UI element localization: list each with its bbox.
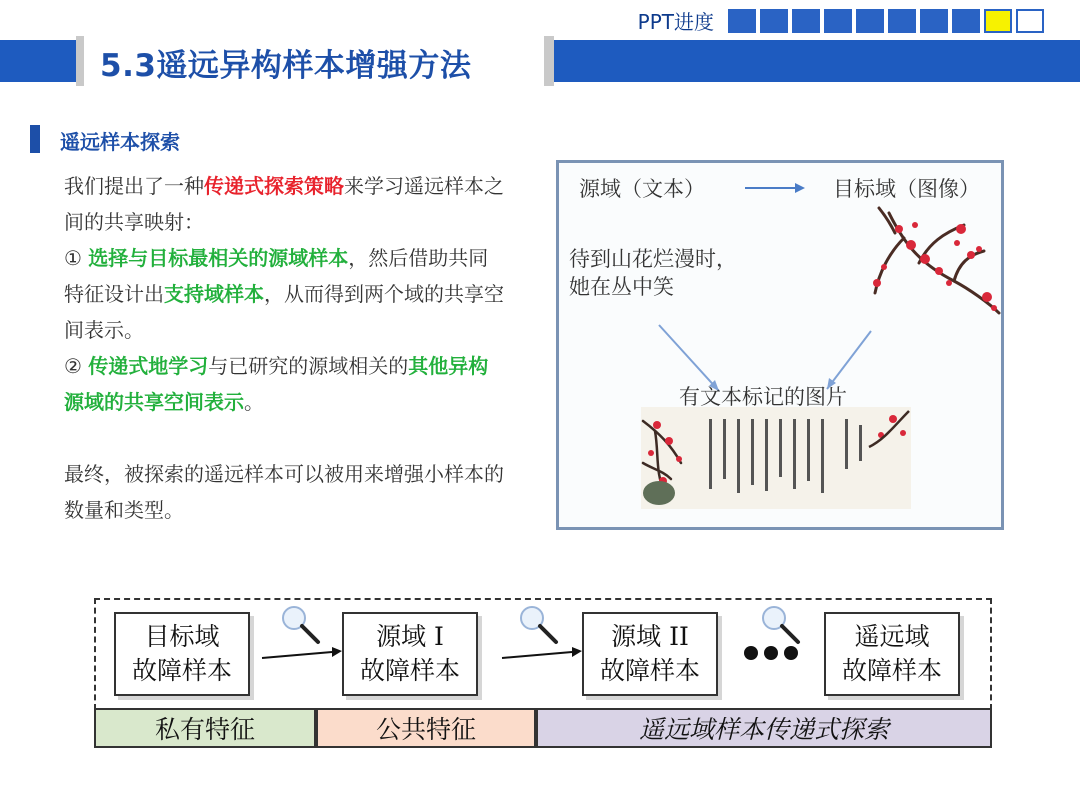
progress-cells — [728, 9, 1044, 33]
text: ，然后借助共同特征设计出 — [64, 246, 489, 306]
figure-graphics — [559, 163, 1004, 530]
node-target-domain — [114, 612, 250, 696]
arrow-head — [332, 647, 342, 657]
text: 我们提出了一种 — [64, 174, 204, 198]
magnifier-icon — [521, 607, 556, 642]
progress-cell — [1016, 9, 1044, 33]
text: 来学习遥远样本之间的共享映射： — [64, 174, 504, 234]
progress-cell — [888, 9, 916, 33]
magnifier-icon — [283, 607, 318, 642]
text: 与已研究的源域相关的 — [208, 354, 409, 378]
target-domain-label: 目标域（图像） — [833, 177, 980, 201]
progress-cell — [728, 9, 756, 33]
node-line: 目标域 — [144, 622, 220, 651]
paragraph-1 — [64, 168, 504, 240]
progress-cell — [824, 9, 852, 33]
band-private-features: 私有特征 — [94, 708, 316, 748]
list-number: ② — [64, 354, 89, 378]
plum-blossom-icon — [875, 208, 999, 313]
figure-panel — [556, 160, 1004, 530]
list-number: ① — [64, 246, 89, 270]
progress-cell-current — [984, 9, 1012, 33]
arrow-head — [795, 183, 805, 193]
transfer-diagram — [94, 594, 992, 750]
node-source-domain-2 — [582, 612, 718, 696]
highlight-green: 支持域样本 — [164, 282, 264, 306]
poem-line-1: 待到山花烂漫时， — [569, 247, 737, 271]
magnifier-icon — [763, 607, 798, 642]
ellipsis-dots — [744, 646, 798, 660]
node-source-domain-1 — [342, 612, 478, 696]
figure-caption: 有文本标记的图片 — [679, 385, 847, 409]
paragraph-2 — [64, 240, 504, 348]
node-line: 故障样本 — [359, 656, 460, 685]
progress-cell — [856, 9, 884, 33]
node-line: 遥远域 — [854, 622, 930, 651]
page-title: 5.3遥远异构样本增强方法 — [100, 48, 472, 84]
highlight-red: 传递式探索策略 — [204, 174, 344, 198]
highlight-green: 选择与目标最相关的源域样本 — [88, 246, 349, 270]
text: ，从而得到两个域的共享空间表示。 — [64, 282, 504, 342]
body-text — [64, 168, 504, 528]
progress-label: PPT进度 — [637, 10, 714, 34]
progress-cell — [952, 9, 980, 33]
progress-cell — [760, 9, 788, 33]
arrow-head — [572, 647, 582, 657]
progress-cell — [792, 9, 820, 33]
progress-cell — [920, 9, 948, 33]
node-line: 源域 I — [376, 622, 444, 651]
band-public-features: 公共特征 — [316, 708, 536, 748]
spacer — [64, 420, 504, 456]
poem-text — [569, 245, 737, 301]
source-domain-label: 源域（文本） — [579, 177, 705, 201]
band-remote-exploration: 遥远域样本传递式探索 — [536, 708, 992, 748]
section-marker — [30, 125, 40, 153]
node-line: 故障样本 — [131, 656, 232, 685]
node-line: 故障样本 — [599, 656, 700, 685]
node-line: 源域 II — [611, 622, 689, 651]
node-remote-domain — [824, 612, 960, 696]
paragraph-3 — [64, 348, 504, 420]
progress-indicator — [638, 6, 1044, 35]
section-title: 遥远样本探索 — [60, 130, 180, 154]
text: 。 — [244, 390, 264, 414]
poem-line-2: 她在丛中笑 — [569, 275, 674, 299]
node-line: 故障样本 — [841, 656, 942, 685]
highlight-green: 传递式地学习 — [88, 354, 209, 378]
highlight-green: 其他异构源域的共享空间表示 — [64, 354, 489, 414]
paragraph-4: 最终，被探索的遥远样本可以被用来增强小样本的数量和类型。 — [64, 462, 504, 522]
